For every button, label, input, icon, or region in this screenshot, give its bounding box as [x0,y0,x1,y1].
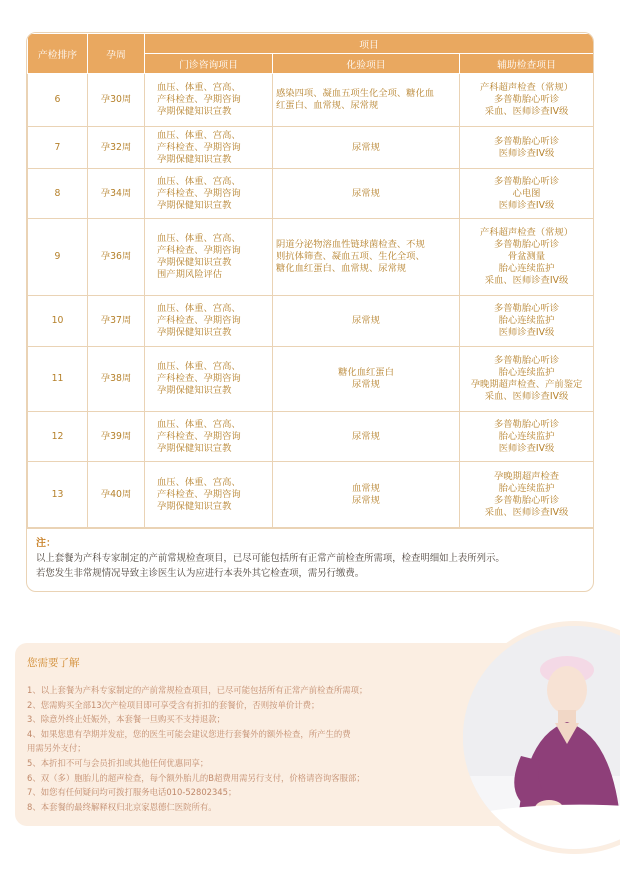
cell-lab-line: 糖化血红蛋白 [338,367,394,378]
prenatal-schedule-table-card [26,32,594,592]
table-row [28,462,594,528]
cell-aux [460,412,594,462]
cell-order: 7 [28,127,88,169]
cell-week: 孕37周 [88,296,145,347]
cell-aux [460,347,594,412]
cell-aux-line: 骨盆测量 [507,251,546,262]
note-line: 若您发生非常规情况导致主诊医生认为应进行本表外其它检查项，需另行缴费。 [36,568,365,579]
cell-lab-line: 则抗体筛查、凝血五项、生化全项、 [276,251,425,262]
cell-lab-line: 尿常规 [352,315,380,326]
cell-lab [273,347,460,412]
cell-exam [145,347,273,412]
cell-aux-line: 胎心连续监护 [498,430,555,442]
cell-exam-line: 血压、体重、宫高、 [157,303,241,314]
cell-order: 13 [28,462,88,528]
cell-aux-line: 采血、医师诊查IV级 [484,506,569,518]
note-line: 以上套餐为产科专家制定的产前常规检查项目，已尽可能包括所有正常产前检查所需项，检查明细如上表所列示。 [36,553,505,564]
cell-aux [460,127,594,169]
cell-exam-line: 血压、体重、宫高、 [157,418,241,430]
cell-exam [145,462,273,528]
cell-aux-line: 孕晚期超声检查、产前鉴定 [470,379,583,390]
cell-aux-line: 医师诊查IV级 [498,147,555,159]
cell-week: 孕36周 [88,219,145,296]
cell-aux [460,169,594,219]
header-order: 产检排序 [28,34,88,74]
table-row [28,127,594,169]
cell-order: 8 [28,169,88,219]
cell-exam [145,169,273,219]
cell-exam-line: 血压、体重、宫高、 [157,82,241,93]
cell-exam-line: 产科检查、孕期咨询 [157,373,241,384]
info-item: 1、以上套餐为产科专家制定的产前常规检查项目，已尽可能包括所有正常产前检查所需项； [27,685,368,695]
cell-aux-line: 医师诊查IV级 [498,442,555,454]
cell-week: 孕34周 [88,169,145,219]
table-row [28,296,594,347]
cell-lab-line: 尿常规 [352,430,380,442]
cell-lab [273,169,460,219]
cell-exam-line: 围产期风险评估 [157,269,223,280]
cell-lab-line: 感染四项、凝血五项生化全项、糖化血 [276,88,435,99]
cell-aux-line: 医师诊查IV级 [498,199,555,211]
cell-lab-line: 血常规 [352,482,380,494]
cell-aux-line: 多普勒胎心听诊 [493,94,560,105]
cell-week: 孕30周 [88,74,145,127]
cell-order: 9 [28,219,88,296]
cell-exam-line: 产科检查、孕期咨询 [157,187,241,199]
cell-order: 10 [28,296,88,347]
info-item: 8、本套餐的最终解释权归北京家恩德仁医院所有。 [27,801,217,812]
cell-week: 孕39周 [88,412,145,462]
cell-exam [145,127,273,169]
prenatal-schedule-table [27,33,594,528]
cell-aux-line: 医师诊查IV级 [498,327,555,338]
info-item: 6、双（多）胞胎儿的超声检查，每个额外胎儿的B超费用需另行支付，价格请咨询客服部； [27,772,365,783]
cell-aux-line: 多普勒胎心听诊 [493,175,560,187]
cell-exam-line: 血压、体重、宫高、 [157,129,241,141]
cell-order: 11 [28,347,88,412]
cell-aux-line: 多普勒胎心听诊 [493,303,560,314]
cell-order: 6 [28,74,88,127]
cell-exam [145,74,273,127]
table-row [28,219,594,296]
info-item: 3、除意外终止妊娠外，本套餐一旦购买不支持退款； [27,714,225,725]
cell-lab [273,462,460,528]
cell-lab [273,219,460,296]
cell-aux [460,219,594,296]
cell-exam-line: 孕期保健知识宣教 [157,500,232,512]
cell-exam-line: 孕期保健知识宣教 [157,327,232,338]
cell-aux-line: 采血、医师诊查IV级 [484,106,569,117]
cell-lab [273,127,460,169]
cell-lab-line: 红蛋白、血常规、尿常规 [276,100,379,111]
cell-aux-line: 多普勒胎心听诊 [493,239,560,250]
table-note [27,528,593,591]
cell-exam-line: 孕期保健知识宣教 [157,153,232,165]
info-list [27,683,367,814]
cell-exam [145,412,273,462]
cell-exam-line: 产科检查、孕期咨询 [157,488,241,500]
cell-exam-line: 孕期保健知识宣教 [157,257,232,268]
cell-exam [145,296,273,347]
cell-lab [273,412,460,462]
header-week: 孕周 [88,34,145,74]
cell-exam-line: 产科检查、孕期咨询 [157,245,241,256]
cell-aux-line: 产科超声检查（常规） [480,82,573,93]
info-item: 用需另外支付； [27,743,86,754]
cell-week: 孕40周 [88,462,145,528]
cell-exam-line: 孕期保健知识宣教 [157,199,232,211]
cell-exam-line: 血压、体重、宫高、 [157,175,241,187]
cell-aux-line: 采血、医师诊查IV级 [484,275,569,286]
cell-aux-line: 胎心连续监护 [498,315,555,326]
cell-aux [460,296,594,347]
info-item: 2、您需购买全部13次产检项目即可享受含有折扣的套餐价，否则按单价计费； [27,699,320,710]
cell-aux-line: 产科超声检查（常规） [480,227,573,238]
cell-exam-line: 产科检查、孕期咨询 [157,94,241,105]
cell-exam-line: 孕期保健知识宣教 [157,385,232,396]
cell-aux-line: 采血、医师诊查IV级 [484,391,569,402]
table-row [28,347,594,412]
cell-aux-line: 胎心连续监护 [498,482,555,494]
cell-lab [273,74,460,127]
cell-week: 孕32周 [88,127,145,169]
cell-lab-line: 尿常规 [352,187,380,199]
cell-exam-line: 血压、体重、宫高、 [157,233,241,244]
cell-aux-line: 多普勒胎心听诊 [493,135,560,147]
cell-lab [273,296,460,347]
cell-week: 孕38周 [88,347,145,412]
cell-exam-line: 产科检查、孕期咨询 [157,141,241,153]
header-lab: 化验项目 [273,54,460,74]
note-title: 注： [36,538,56,549]
cell-aux [460,462,594,528]
header-items: 项目 [145,34,594,54]
cell-aux-line: 心电图 [512,187,541,199]
cell-lab-line: 尿常规 [352,494,380,506]
header-aux: 辅助检查项目 [460,54,594,74]
info-title: 您需要了解 [27,657,80,669]
info-item: 4、如果您患有孕期并发症，您的医生可能会建议您进行套餐外的额外检查，所产生的费 [27,728,351,739]
cell-exam-line: 血压、体重、宫高、 [157,361,241,372]
cell-lab-line: 尿常规 [352,141,380,153]
cell-exam-line: 产科检查、孕期咨询 [157,430,241,442]
cell-lab-line: 阴道分泌物溶血性链球菌检查、不规 [276,239,425,250]
cell-exam-line: 孕期保健知识宣教 [157,442,232,454]
cell-lab-line: 糖化血红蛋白、血常规、尿常规 [276,263,407,274]
cell-aux-line: 胎心连续监护 [498,367,555,378]
table-row [28,74,594,127]
cell-exam-line: 血压、体重、宫高、 [157,476,241,488]
cell-aux-line: 孕晚期超声检查 [493,470,560,482]
table-row [28,169,594,219]
cell-aux [460,74,594,127]
cell-lab-line: 尿常规 [352,379,380,390]
cell-aux-line: 多普勒胎心听诊 [493,494,560,506]
cell-aux-line: 多普勒胎心听诊 [493,418,560,430]
info-item: 5、本折扣不可与会员折扣或其他任何优惠同享； [27,757,209,768]
cell-exam-line: 产科检查、孕期咨询 [157,315,241,326]
table-row [28,412,594,462]
cell-aux-line: 胎心连续监护 [498,263,555,274]
info-item: 7、如您有任何疑问均可拨打服务电话010-52802345； [27,787,237,798]
cell-order: 12 [28,412,88,462]
cell-aux-line: 多普勒胎心听诊 [493,355,560,366]
cell-exam [145,219,273,296]
cell-exam-line: 孕期保健知识宣教 [157,106,232,117]
header-exam: 门诊咨询项目 [145,54,273,74]
